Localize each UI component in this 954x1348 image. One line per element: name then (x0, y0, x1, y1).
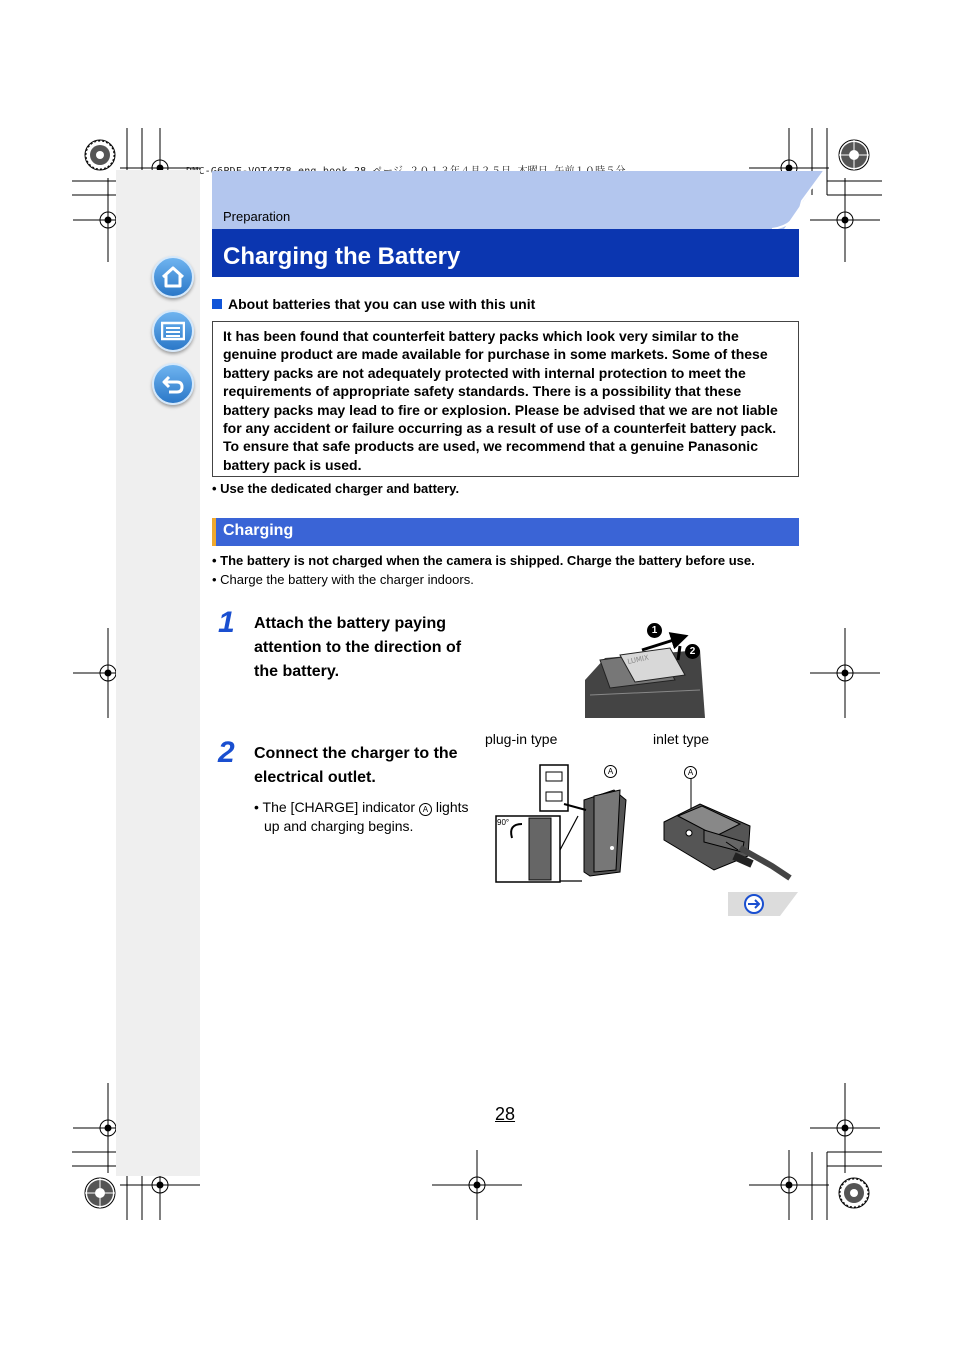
back-arrow-icon (161, 372, 185, 396)
back-button[interactable] (152, 363, 194, 405)
contents-button[interactable] (152, 310, 194, 352)
inlet-type-label: inlet type (653, 731, 710, 747)
plug-in-charger-illustration (494, 760, 634, 885)
batteries-subheading: About batteries that you can use with this unit (212, 296, 535, 312)
indoors-note: • Charge the battery with the charger indoors. (212, 572, 474, 587)
shipped-note: • The battery is not charged when the camera is shipped. Charge the battery before use. (212, 553, 755, 568)
step-2-number: 2 (218, 736, 235, 769)
home-button[interactable] (152, 256, 194, 298)
section-banner (212, 171, 824, 229)
page-number: 28 (495, 1104, 516, 1124)
charge-indicator-note: • The [CHARGE] indicator A lights up and charging begins. (254, 799, 469, 834)
home-icon (161, 265, 185, 289)
page-title: Charging the Battery (223, 243, 461, 270)
next-page-button[interactable] (728, 892, 798, 916)
marker-a: A (419, 803, 432, 816)
step-1-text: Attach the battery paying attention to the direction of the battery. (254, 615, 462, 680)
battery-insert-illustration (580, 620, 710, 720)
section-label: Preparation (223, 209, 291, 224)
charger-note: • Use the dedicated charger and battery. (212, 481, 460, 496)
marker-a-plugin: A (604, 765, 617, 778)
marker-a-inlet: A (684, 766, 697, 779)
step-1-number: 1 (218, 606, 235, 639)
square-bullet-icon (212, 299, 222, 309)
plug-in-type-label: plug-in type (485, 731, 558, 747)
charging-heading: Charging (223, 522, 294, 539)
marker-1: 1 (647, 623, 662, 638)
counterfeit-warning-box: It has been found that counterfeit battery packs which look very similar to the genuine product are made available for purchase in some markets. Some of these battery packs are not adequately protected with internal protection to meet the requirements of appropriate safety standards. There is a possibility that these battery packs may lead to fire or explosion. Please be advised that we are not liable for any accident or failure occurring as a result of use of a counterfeit battery pack. To ensure that safe products are used, we recommend that a genuine Panasonic battery pack is used. (212, 321, 799, 477)
svg-text:LUMIX: LUMIX (626, 653, 650, 666)
angle-label: 90° (497, 818, 510, 827)
charging-heading-bar (212, 518, 799, 546)
step-2-text: Connect the charger to the electrical outlet. (254, 745, 458, 786)
inlet-charger-illustration (660, 760, 800, 885)
list-icon (161, 319, 185, 343)
marker-2: 2 (685, 644, 700, 659)
next-page-arrow-icon (728, 892, 798, 916)
